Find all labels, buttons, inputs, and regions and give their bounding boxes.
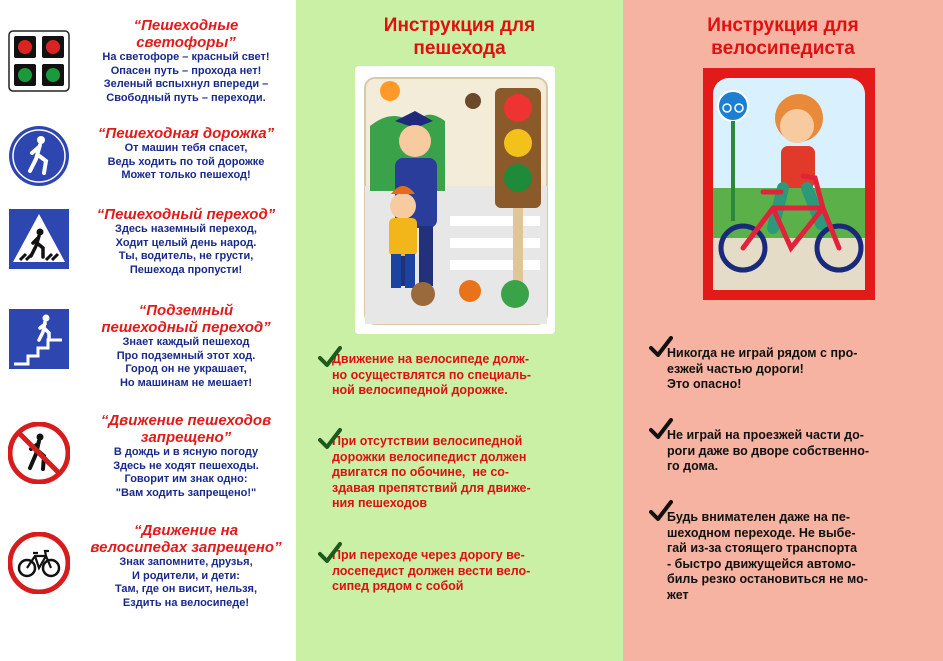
verse-line: Зеленый вспыхнул впереди – xyxy=(103,78,269,90)
underground-crossing-sign-icon xyxy=(8,308,70,370)
verse-line: Здесь не ходят пешеходы. xyxy=(113,459,259,472)
verse-line: "Вам ходить запрещено!" xyxy=(115,486,257,499)
checkmark-icon xyxy=(318,346,342,368)
verse-title: пешеходный переход” xyxy=(101,319,271,336)
verse-pedestrian-path xyxy=(78,125,294,183)
instruction-item xyxy=(649,500,868,603)
verse-line: Ходит целый день народ. xyxy=(115,236,257,249)
panel-heading xyxy=(296,14,623,60)
verse-line: Знак запомните, друзья, xyxy=(119,556,253,568)
verse-title: “Движение на xyxy=(133,522,239,539)
heading-line: Инструкция для xyxy=(707,15,859,36)
instruction-text: Будь внимателен даже на пе- шеходном переходе. Не выбе- гай из-за стоящего транспорта - быстро движущейся автомо- биль резко остановиться не мо- жет xyxy=(667,510,868,602)
pedestrian-instructions-panel xyxy=(296,0,623,661)
pedestrian-path-sign-icon xyxy=(8,125,70,187)
instruction-text: Движение на велосипеде долж- но осуществлятся по специаль- ной велосипедной дорожке. xyxy=(332,352,532,397)
verse-line: Там, где он висит, нельзя, xyxy=(114,583,258,595)
checkmark-icon xyxy=(649,336,673,358)
instruction-item xyxy=(318,428,531,512)
verse-traffic-lights xyxy=(78,17,294,105)
verse-line: Может только пешеход! xyxy=(121,169,251,181)
no-pedestrians-sign-icon xyxy=(8,422,70,484)
verse-underground-crossing xyxy=(78,302,294,390)
verse-line: Город он не украшает, xyxy=(125,363,247,375)
verse-line: Опасен путь – прохода нет! xyxy=(110,64,262,77)
left-panel xyxy=(0,0,296,661)
verse-title: велосипедах запрещено” xyxy=(90,539,282,556)
checkmark-icon xyxy=(649,418,673,440)
heading-line: велосипедиста xyxy=(711,38,855,59)
verse-no-bicycles xyxy=(78,522,294,610)
instruction-text: Никогда не играй рядом с про- езжей частью дороги! Это опасно! xyxy=(667,346,858,391)
cyclist-instructions-panel xyxy=(623,0,943,661)
verse-line: Здесь наземный переход, xyxy=(115,223,257,235)
traffic-lights-sign-icon xyxy=(8,30,70,92)
checkmark-icon xyxy=(318,428,342,450)
verse-line: И родители, и дети: xyxy=(132,569,240,582)
instruction-item xyxy=(649,336,857,393)
verse-crosswalk xyxy=(78,206,294,277)
instruction-text: При переходе через дорогу ве- лосепедист должен вести вело- сипед рядом с собой xyxy=(332,548,531,593)
verse-line: Ездить на велосипеде! xyxy=(122,596,250,609)
instruction-item xyxy=(649,418,869,475)
heading-line: Инструкция для xyxy=(383,15,536,36)
instruction-item xyxy=(318,346,531,399)
instruction-text: Не играй на проезжей части до- роги даже во дворе собственно- го дома. xyxy=(667,428,870,473)
verse-line: Пешехода пропусти! xyxy=(129,263,243,276)
pedestrian-illustration xyxy=(355,66,555,334)
panel-heading xyxy=(623,14,943,60)
verse-line: В дождь и в ясную погоду xyxy=(113,446,259,458)
verse-line: Говорит им знак одно: xyxy=(124,473,248,485)
verse-no-pedestrians xyxy=(78,412,294,500)
verse-line: Но машинам не мешает! xyxy=(119,376,253,389)
instruction-text: При отсутствии велосипедной дорожки велосипедист должен двигатся по обочине, не со- здавая препятствий для движе- ния пешеходов xyxy=(332,434,531,510)
verse-line: Ты, водитель, не грусти, xyxy=(118,250,254,262)
checkmark-icon xyxy=(318,542,342,564)
verse-line: Свободный путь – переходи. xyxy=(106,91,266,104)
verse-line: Ведь ходить по той дорожке xyxy=(107,155,265,168)
checkmark-icon xyxy=(649,500,673,522)
verse-line: На светофоре – красный свет! xyxy=(102,51,270,63)
crosswalk-sign-icon xyxy=(8,208,70,270)
heading-line: пешехода xyxy=(413,38,506,59)
cyclist-illustration xyxy=(703,68,875,300)
verse-title: “Подземный xyxy=(138,302,234,319)
verse-line: Про подземный этот ход. xyxy=(116,349,256,362)
verse-title: “Пешеходный переход” xyxy=(96,206,276,223)
verse-title: “Пешеходные xyxy=(133,17,239,34)
verse-title: “Движение пешеходов xyxy=(100,412,272,429)
verse-title: светофоры” xyxy=(136,34,236,51)
instruction-item xyxy=(318,542,530,595)
verse-title: “Пешеходная дорожка” xyxy=(97,125,275,142)
no-bicycles-sign-icon xyxy=(8,532,70,594)
verse-line: От машин тебя спасет, xyxy=(124,142,248,154)
verse-title: запрещено” xyxy=(140,429,232,446)
verse-line: Знает каждый пешеход xyxy=(122,336,250,348)
